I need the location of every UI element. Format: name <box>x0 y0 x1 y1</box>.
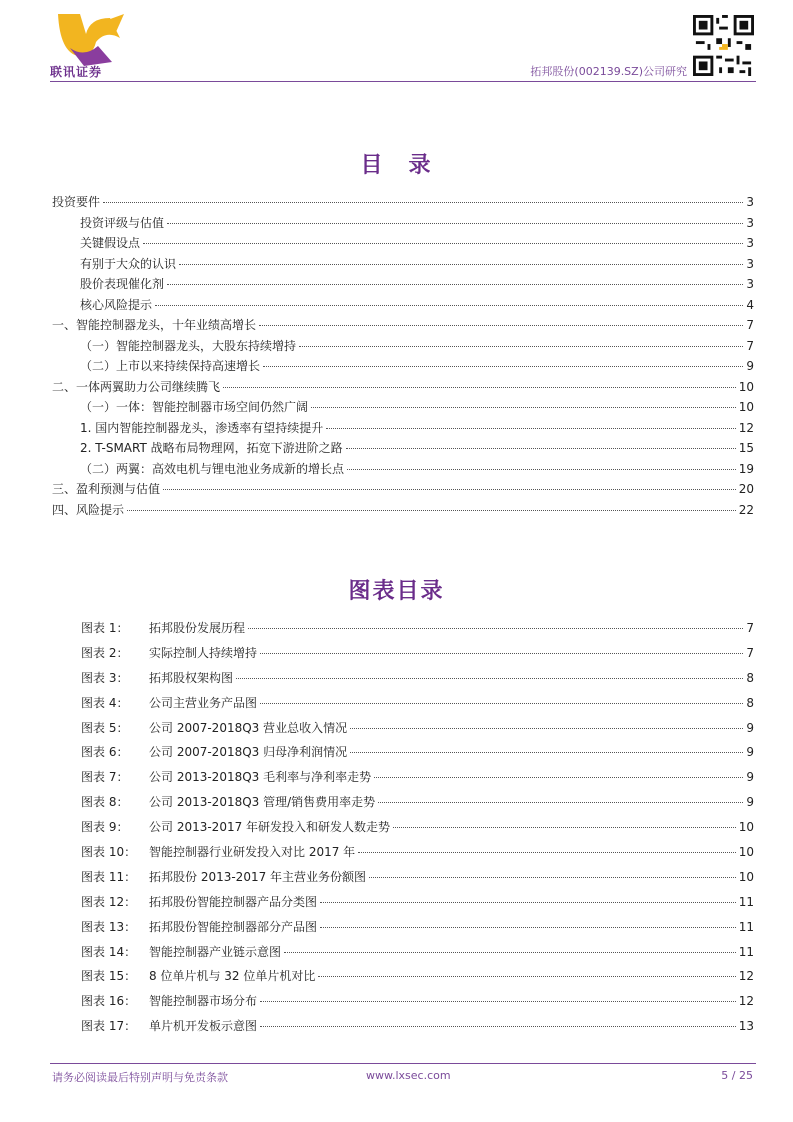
figure-entry-number: 图表 14： <box>81 944 137 959</box>
toc-entry-label: （二）上市以来持续保持高速增长 <box>80 359 261 373</box>
toc-entry-page: 12 <box>738 420 754 435</box>
toc-entry[interactable] <box>52 254 754 275</box>
toc-entry[interactable] <box>52 377 754 398</box>
dot-leader <box>179 264 743 265</box>
toc-entry-label: 1. 国内智能控制器龙头，渗透率有望持续提升 <box>80 420 324 435</box>
dot-leader <box>143 243 743 244</box>
toc-entry-label: （二）两翼：高效电机与锂电池业务成新的增长点 <box>80 461 345 476</box>
figure-entry-page: 9 <box>746 795 754 810</box>
dot-leader <box>346 448 736 449</box>
figure-entry-page: 7 <box>746 621 754 635</box>
toc-entry[interactable] <box>52 213 754 234</box>
toc-entry-label: 投资评级与估值 <box>80 215 165 230</box>
figure-entry-number: 图表 1： <box>81 621 129 635</box>
figure-entry-page: 12 <box>738 969 754 984</box>
dot-leader <box>369 877 736 878</box>
figure-entry[interactable] <box>81 641 754 666</box>
dot-leader <box>284 952 736 953</box>
figure-entry-number: 图表 12： <box>81 894 137 909</box>
figure-entry[interactable] <box>81 964 754 989</box>
footer-website: www.lxsec.com <box>366 1069 451 1082</box>
dot-leader <box>374 777 743 778</box>
figure-entry-number: 图表 9： <box>81 820 129 835</box>
footer-divider <box>50 1063 756 1064</box>
figure-entry[interactable] <box>81 1014 754 1039</box>
figure-entry-page: 10 <box>738 845 754 860</box>
figure-entry-number: 图表 17： <box>81 1019 137 1034</box>
dot-leader <box>326 428 735 429</box>
figure-entry-number: 图表 2： <box>81 645 129 660</box>
dot-leader <box>320 902 736 903</box>
toc-entry-label: 有别于大众的认识 <box>80 256 177 271</box>
dot-leader <box>350 728 743 729</box>
toc-entry[interactable] <box>52 479 754 500</box>
dot-leader <box>167 223 743 224</box>
dot-leader <box>248 628 743 629</box>
dot-leader <box>155 305 743 306</box>
toc-entry[interactable] <box>52 500 754 521</box>
header-divider <box>50 81 756 82</box>
dot-leader <box>167 284 743 285</box>
figure-entry-label: 拓邦股份 2013-2017 年主营业务份额图 <box>149 869 367 884</box>
figure-entry-label: 单片机开发板示意图 <box>149 1019 258 1034</box>
toc-entry[interactable] <box>52 356 754 377</box>
figure-entry-label: 拓邦股权架构图 <box>149 670 234 685</box>
figure-entry-page: 13 <box>738 1019 754 1034</box>
toc-entry-page: 3 <box>746 277 754 291</box>
figure-entry-number: 图表 7： <box>81 770 129 785</box>
toc-title: 目 录 <box>360 153 433 178</box>
figure-entry[interactable] <box>81 716 754 741</box>
figure-entry-label: 拓邦股份发展历程 <box>149 621 246 635</box>
dot-leader <box>299 346 743 347</box>
dot-leader <box>127 510 736 511</box>
figure-entry[interactable] <box>81 765 754 790</box>
toc-entry-page: 3 <box>746 256 754 271</box>
figure-entry-label: 智能控制器行业研发投入对比 2017 年 <box>149 845 356 860</box>
figure-entry-label: 8 位单片机与 32 位单片机对比 <box>149 969 316 984</box>
figure-entry-label: 智能控制器产业链示意图 <box>149 944 282 959</box>
toc-entry-page: 22 <box>738 502 754 517</box>
figure-entry[interactable] <box>81 940 754 965</box>
figure-entry-label: 公司主营业务产品图 <box>149 695 258 710</box>
dot-leader <box>236 678 743 679</box>
figure-entry[interactable] <box>81 790 754 815</box>
figure-entry-page: 9 <box>746 770 754 785</box>
dot-leader <box>259 325 743 326</box>
figure-entry-number: 图表 10： <box>81 845 137 860</box>
dot-leader <box>263 366 743 367</box>
toc-entry-label: 四、风险提示 <box>52 502 125 517</box>
toc-entry-page: 7 <box>746 318 754 332</box>
toc-entry-page: 4 <box>746 297 754 312</box>
toc-entry[interactable] <box>52 315 754 336</box>
toc-entry-label: 一、智能控制器龙头，十年业绩高增长 <box>52 318 257 332</box>
company-logo-text: 联讯证券 <box>50 65 103 79</box>
figure-entry-number: 图表 8： <box>81 795 129 810</box>
figure-entry-number: 图表 11： <box>81 869 137 884</box>
table-of-contents <box>52 192 754 520</box>
figure-entry-number: 图表 4： <box>81 695 129 710</box>
dot-leader <box>378 802 743 803</box>
figure-entry-page: 9 <box>746 745 754 760</box>
toc-entry-label: 三、盈利预测与估值 <box>52 482 161 496</box>
figure-entry-label: 拓邦股份智能控制器产品分类图 <box>149 894 318 909</box>
figure-list-title: 图表目录 <box>348 579 445 604</box>
toc-entry-label: （一）一体：智能控制器市场空间仍然广阔 <box>80 400 309 414</box>
toc-entry-label: （一）智能控制器龙头，大股东持续增持 <box>80 338 297 353</box>
figure-entry-label: 公司 2013-2018Q3 毛利率与净利率走势 <box>149 770 372 785</box>
qr-code-icon <box>693 15 754 76</box>
figure-entry-label: 公司 2007-2018Q3 归母净利润情况 <box>149 745 348 760</box>
figure-entry-page: 7 <box>746 645 754 660</box>
dot-leader <box>347 469 736 470</box>
dot-leader <box>260 1001 736 1002</box>
toc-entry-page: 10 <box>738 379 754 394</box>
toc-entry[interactable] <box>52 438 754 459</box>
figure-entry-page: 8 <box>746 695 754 710</box>
toc-entry[interactable] <box>52 336 754 357</box>
figure-entry-page: 10 <box>738 820 754 835</box>
page-header <box>0 0 793 90</box>
toc-entry[interactable] <box>52 274 754 295</box>
figure-entry-page: 11 <box>738 894 754 909</box>
figure-entry-page: 12 <box>738 994 754 1009</box>
figure-entry[interactable] <box>81 815 754 840</box>
dot-leader <box>260 1026 736 1027</box>
figure-entry-page: 9 <box>746 720 754 735</box>
toc-entry-page: 3 <box>746 236 754 250</box>
footer-disclaimer: 请务必阅读最后特别声明与免责条款 <box>52 1071 228 1084</box>
dot-leader <box>320 927 736 928</box>
figure-entry-page: 11 <box>738 919 754 934</box>
figure-entry[interactable] <box>81 666 754 691</box>
figure-entry[interactable] <box>81 691 754 716</box>
toc-entry-label: 2. T-SMART 战略布局物理网，拓宽下游进阶之路 <box>80 441 343 455</box>
dot-leader <box>260 653 743 654</box>
dot-leader <box>318 976 735 977</box>
toc-entry-label: 二、一体两翼助力公司继续腾飞 <box>52 379 221 394</box>
toc-entry-label: 关键假设点 <box>80 236 141 250</box>
toc-entry-label: 核心风险提示 <box>80 297 153 312</box>
report-title: 拓邦股份(002139.SZ)公司研究 <box>530 65 687 78</box>
dot-leader <box>393 827 736 828</box>
dot-leader <box>163 489 736 490</box>
toc-entry-page: 10 <box>738 400 754 414</box>
figure-entry-number: 图表 5： <box>81 720 129 735</box>
figure-entry[interactable] <box>81 890 754 915</box>
figure-entry-label: 实际控制人持续增持 <box>149 645 258 660</box>
toc-entry-page: 7 <box>746 338 754 353</box>
figure-entry[interactable] <box>81 989 754 1014</box>
dot-leader <box>358 852 736 853</box>
figure-entry[interactable] <box>81 865 754 890</box>
dot-leader <box>103 202 743 203</box>
dot-leader <box>260 703 743 704</box>
figure-entry[interactable] <box>81 915 754 940</box>
figure-entry-page: 11 <box>738 944 754 959</box>
figure-entry[interactable] <box>81 616 754 641</box>
toc-entry[interactable] <box>52 459 754 480</box>
toc-entry[interactable] <box>52 192 754 213</box>
figure-entry-label: 公司 2007-2018Q3 营业总收入情况 <box>149 720 348 735</box>
toc-entry-page: 9 <box>746 359 754 373</box>
figure-entry-number: 图表 15： <box>81 969 137 984</box>
dot-leader <box>223 387 736 388</box>
toc-entry[interactable] <box>52 397 754 418</box>
figure-entry-page: 10 <box>738 869 754 884</box>
figure-entry-label: 拓邦股份智能控制器部分产品图 <box>149 919 318 934</box>
figure-list <box>81 616 754 1039</box>
figure-entry-number: 图表 6： <box>81 745 129 760</box>
figure-entry-number: 图表 13： <box>81 919 137 934</box>
dot-leader <box>311 407 736 408</box>
toc-entry-label: 投资要件 <box>52 195 101 209</box>
figure-entry-label: 公司 2013-2018Q3 管理/销售费用率走势 <box>149 795 376 810</box>
figure-entry[interactable] <box>81 840 754 865</box>
toc-entry-page: 3 <box>746 195 754 209</box>
figure-entry-label: 智能控制器市场分布 <box>149 994 258 1009</box>
toc-entry-page: 15 <box>738 441 754 455</box>
toc-entry[interactable] <box>52 295 754 316</box>
figure-entry-number: 图表 3： <box>81 670 129 685</box>
toc-entry[interactable] <box>52 418 754 439</box>
figure-entry[interactable] <box>81 740 754 765</box>
toc-entry-page: 19 <box>738 461 754 476</box>
toc-entry-label: 股价表现催化剂 <box>80 277 165 291</box>
figure-entry-page: 8 <box>746 670 754 685</box>
toc-entry-page: 20 <box>738 482 754 496</box>
dot-leader <box>350 752 743 753</box>
footer-page-number: 5 / 25 <box>721 1069 753 1082</box>
toc-entry-page: 3 <box>746 215 754 230</box>
figure-entry-label: 公司 2013-2017 年研发投入和研发人数走势 <box>149 820 391 835</box>
toc-entry[interactable] <box>52 233 754 254</box>
figure-entry-number: 图表 16： <box>81 994 137 1009</box>
